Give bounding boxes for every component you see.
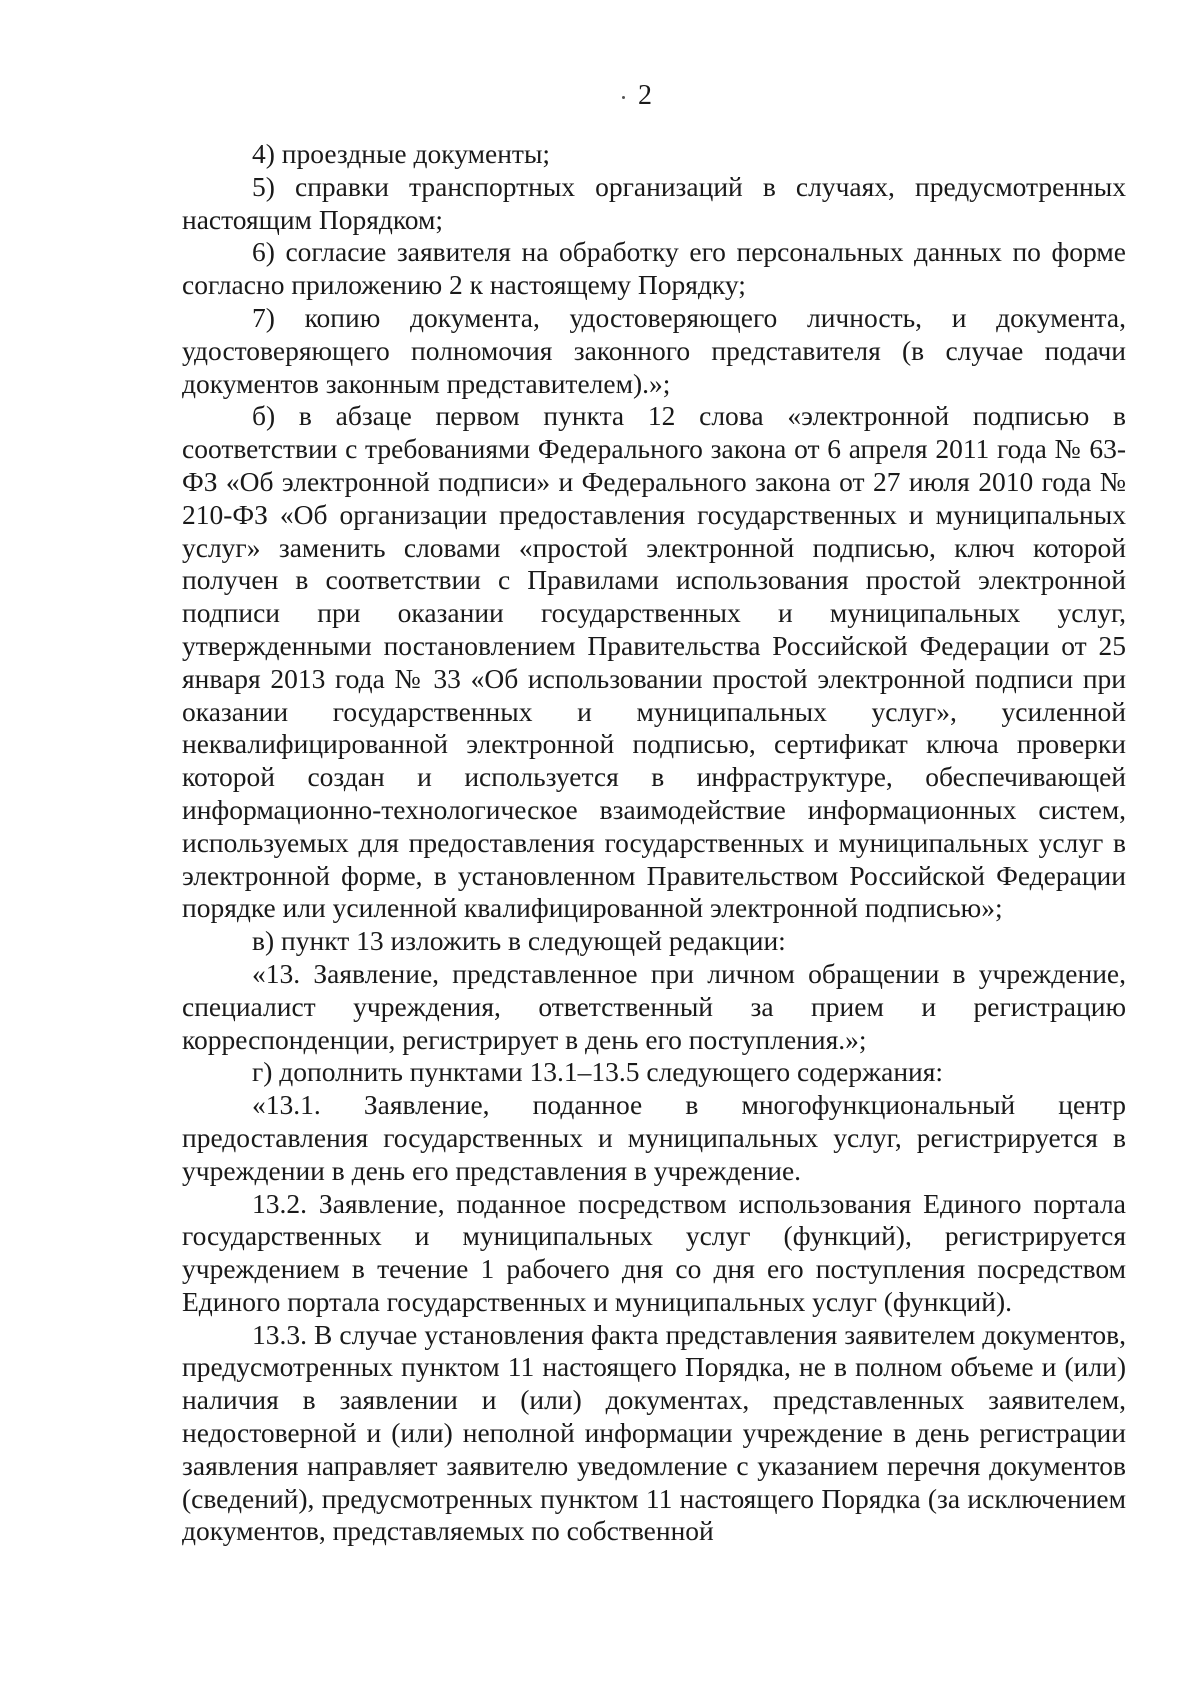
amendment-paragraph-g: г) дополнить пунктами 13.1–13.5 следующего содержания: <box>252 1056 944 1088</box>
scan-artifact-dot <box>622 96 625 99</box>
document-body <box>182 138 1126 1548</box>
amendment-paragraph-b: б) в абзаце первом пункта 12 слова «электронной подписью в соответствии с требованиями Федерального закона от 6 апреля 2011 года № 63-ФЗ «Об электронной подписи» и Федерального закона от 27 июля 2010 года № 210-ФЗ «Об организации предоставления государственных и муниципальных услуг» заменить словами «простой электронной подписью, ключ которой получен в соответствии с Правилами использования простой электронной подписи при оказании государственных и муниципальных услуг, утвержденными постановлением Правительства Российской Федерации от 25 января 2013 года № 33 «Об использовании простой электронной подписи при оказании государственных и муниципальных услуг», усиленной неквалифицированной электронной подписью, сертификат ключа проверки которой создан и используется в инфраструктуре, обеспечивающей информационно-технологическое взаимодействие информационных систем, используемых для предоставления государственных и муниципальных услуг в электронной форме, в установленном Правительством Российской Федерации порядке или усиленной квалифицированной электронной подписью»; <box>182 400 1126 924</box>
amendment-paragraph-v: в) пункт 13 изложить в следующей редакции: <box>252 925 786 957</box>
list-item-travel-documents: 4) проездные документы; <box>252 138 551 169</box>
clause-13-2: 13.2. Заявление, поданное посредством использования Единого портала государственных и муниципальных услуг (функций), регистрируется учреждением в течение 1 рабочего дня со дня его поступления посредством Единого портала государственных и муниципальных услуг (функций). <box>182 1187 1126 1317</box>
list-item-transport-certificates: 5) справки транспортных организаций в случаях, предусмотренных настоящим Порядком; <box>182 170 1126 235</box>
clause-13-1: «13.1. Заявление, поданное в многофункциональный центр предоставления государственных и муниципальных услуг, регистрируется в учреждении в день его представления в учреждение. <box>182 1089 1126 1186</box>
clause-13-3: 13.3. В случае установления факта представления заявителем документов, предусмотренных пунктом 11 настоящего Порядка, не в полном объеме и (или) наличия в заявлении и (или) документах, представленных заявителем, недостоверной и (или) неполной информации учреждение в день регистрации заявления направляет заявителю уведомление с указанием перечня документов (сведений), предусмотренных пунктом 11 настоящего Порядка (за исключением документов, представляемых по собственной <box>182 1318 1126 1547</box>
clause-13: «13. Заявление, представленное при личном обращении в учреждение, специалист учреждения, ответственный за прием и регистрацию корреспонденции, регистрирует в день его поступления.»; <box>182 957 1126 1055</box>
page-number: 2 <box>638 80 652 111</box>
list-item-identity-copy: 7) копию документа, удостоверяющего личность, и документа, удостоверяющего полномочия законного представителя (в случае подачи документов законным представителем).»; <box>182 301 1126 399</box>
list-item-consent: 6) согласие заявителя на обработку его персональных данных по форме согласно приложению 2 к настоящему Порядку; <box>182 236 1126 301</box>
